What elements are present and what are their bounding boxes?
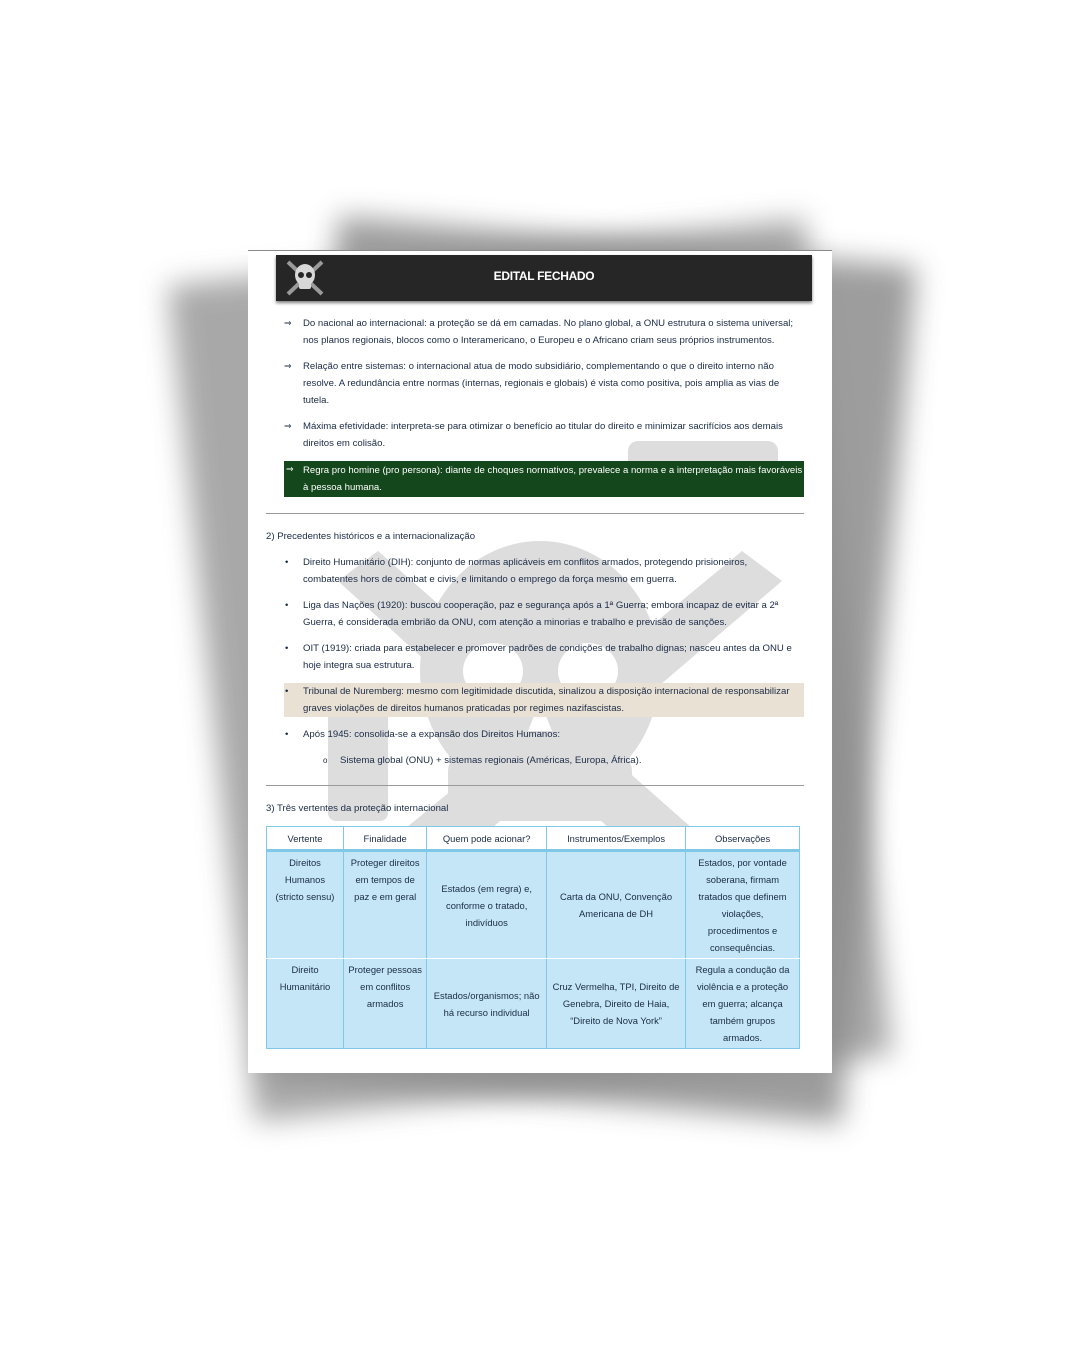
principle-text: Máxima efetividade: interpreta-se para otimizar o benefício ao titular do direito e minimizar sacrifícios aos demais direitos em colisão.: [303, 421, 783, 449]
table-cell: Estados/organismos; não há recurso individual: [427, 959, 547, 1049]
table-cell: Estados (em regra) e, conforme o tratado, indivíduos: [427, 851, 547, 959]
table-cell: Direito Humanitário: [267, 959, 344, 1049]
principle-item: [266, 418, 804, 452]
arrow-bullet-icon: ⇒: [286, 464, 294, 474]
dot-bullet-icon: •: [285, 600, 289, 611]
list-item-text: Direito Humanitário (DIH): conjunto de normas aplicáveis em conflitos armados, protegendo prisioneiros, combatentes hors de combat e civis, e limitando o emprego da força mesmo em guerra.: [303, 557, 748, 585]
list-item: [266, 640, 804, 674]
list-item-text: Tribunal de Nuremberg: mesmo com legitimidade discutida, sinalizou a disposição internacional de responsabilizar graves violações de direitos humanos praticadas por regimes nazifascistas.: [303, 686, 790, 714]
section-heading: 3) Três vertentes da proteção internacional: [266, 803, 449, 814]
dot-bullet-icon: •: [285, 729, 289, 740]
column-header: Vertente: [267, 827, 344, 851]
table-cell: Regula a condução da violência e a proteção em guerra; alcança também grupos armados.: [686, 959, 800, 1049]
table-row: [267, 959, 800, 1049]
principle-text: Relação entre sistemas: o internacional atua de modo subsidiário, complementando o que o direito interno não resolve. A redundância entre normas (internas, regionais e globais) é vista como positiva, pois amplia as vias de tutela.: [303, 361, 780, 406]
list-item: [266, 597, 804, 631]
list-item-text: Liga das Nações (1920): buscou cooperação, paz e segurança após a 1ª Guerra; embora incapaz de evitar a 2ª Guerra, é considerada embrião da ONU, com atenção a minorias e trabalho e previsão de sanções.: [303, 600, 779, 628]
list-item-text: Após 1945: consolida-se a expansão dos Direitos Humanos:: [303, 729, 561, 740]
list-item: [266, 554, 804, 588]
dot-bullet-icon: •: [285, 557, 289, 568]
principle-text: Do nacional ao internacional: a proteção se dá em camadas. No plano global, a ONU estrutura o sistema universal; nos planos regionais, blocos como o Interamericano, o Europeu e o Africano criam seus próprios instrumentos.: [303, 318, 794, 346]
protection-table: [266, 826, 800, 1049]
table-cell: Proteger direitos em tempos de paz e em geral: [343, 851, 426, 959]
section-divider: [266, 513, 804, 514]
principle-item: [266, 315, 804, 349]
table-cell: Direitos Humanos (stricto sensu): [267, 851, 344, 959]
sub-list-item-text: Sistema global (ONU) + sistemas regionais (Américas, Europa, África).: [340, 755, 642, 766]
table-cell: Carta da ONU, Convenção Americana de DH: [546, 851, 685, 959]
section-divider: [266, 785, 804, 786]
circle-bullet-icon: o: [323, 756, 328, 765]
column-header: Observações: [686, 827, 800, 851]
table-cell: Cruz Vermelha, TPI, Direito de Genebra, Direito de Haia, “Direito de Nova York”: [546, 959, 685, 1049]
table-row: [267, 851, 800, 959]
section-heading: 2) Precedentes históricos e a internacionalização: [266, 531, 476, 542]
column-header: Finalidade: [343, 827, 426, 851]
list-item: [266, 726, 804, 743]
sub-list-item: [266, 752, 804, 769]
document-content: [266, 315, 804, 1049]
principle-text: Regra pro homine (pro persona): diante de choques normativos, prevalece a norma e a interpretação mais favoráveis à pessoa humana.: [303, 465, 803, 493]
column-header: Quem pode acionar?: [427, 827, 547, 851]
principle-item: [266, 358, 804, 409]
arrow-bullet-icon: ⇒: [284, 421, 292, 431]
list-item-text: OIT (1919): criada para estabelecer e promover padrões de condições de trabalho dignas; nasceu antes da ONU e hoje integra sua estrutura.: [303, 643, 792, 671]
arrow-bullet-icon: ⇒: [284, 361, 292, 371]
dot-bullet-icon: •: [285, 643, 289, 654]
table-cell: Estados, por vontade soberana, firmam tratados que definem violações, procedimentos e consequências.: [686, 851, 800, 959]
list-item-highlighted: [284, 683, 804, 717]
header-title: EDITAL FECHADO: [493, 269, 595, 283]
table-header-row: [267, 827, 800, 851]
arrow-bullet-icon: ⇒: [284, 318, 292, 328]
column-header: Instrumentos/Exemplos: [546, 827, 685, 851]
document-page: [248, 250, 832, 1073]
header-bar: [276, 255, 812, 301]
table-cell: Proteger pessoas em conflitos armados: [343, 959, 426, 1049]
principle-item-highlighted: [284, 461, 804, 497]
dot-bullet-icon: •: [285, 686, 289, 697]
